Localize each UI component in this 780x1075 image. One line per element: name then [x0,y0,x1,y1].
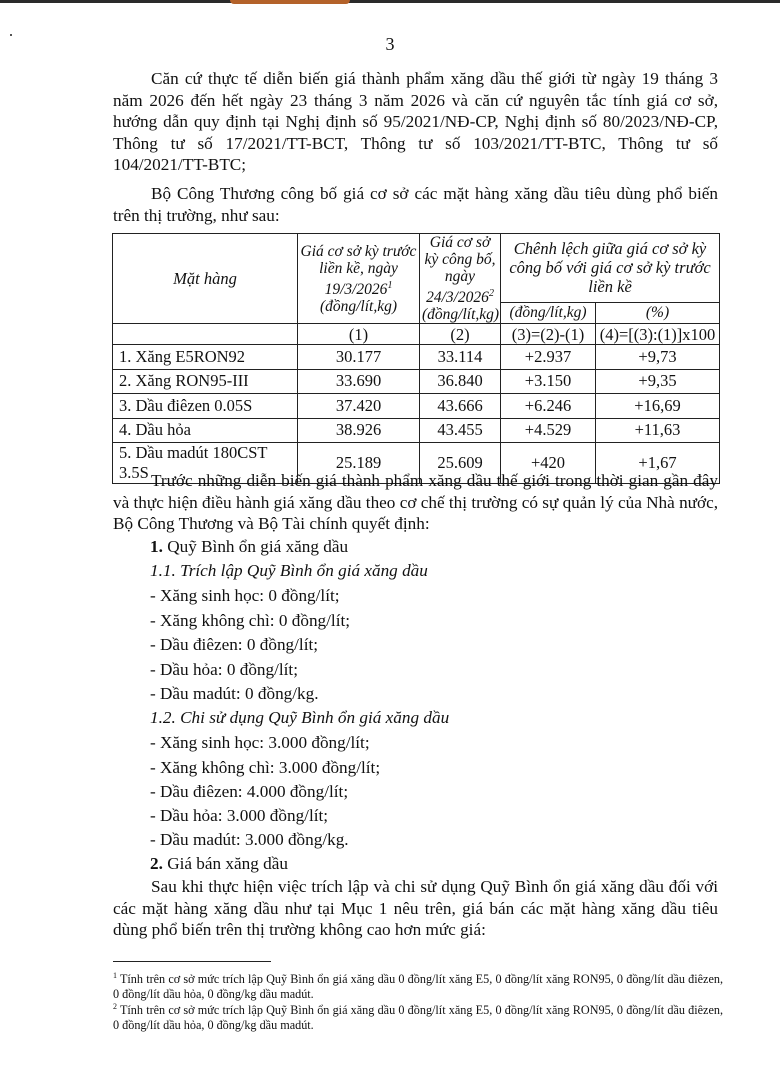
list-item: - Xăng không chì: 0 đồng/lít; [150,611,351,630]
footnote-2: $^2$ Tính trên cơ sở mức trích lập Quỹ Bình ổn giá xăng dầu 0 đồng/lít xăng E5, 0 đồng/lít xăng RON95, 0 đồng/lít dầu điêzen, 0 đồng/lít dầu hỏa, 0 đồng/kg dầu madút. [113,1002,723,1032]
table-row [113,345,720,370]
cell-pct: +9,35 [596,369,720,394]
header-prev-price: Giá cơ sở kỳ trước liền kề, ngày 19/3/2026$^1$ (đồng/lít,kg) [298,234,420,324]
list-item: - Dầu madút: 0 đồng/kg. [150,684,319,703]
header-item: Mặt hàng [113,234,298,324]
formula-cell: (2) [420,324,501,345]
cell-diff: +420 [501,443,596,484]
cell-item: 2. Xăng RON95-III [113,369,298,394]
list-item: - Dầu madút: 3.000 đồng/kg. [150,830,349,849]
cell-pct: +11,63 [596,418,720,443]
cell-diff: +6.246 [501,394,596,419]
table-header-row [113,234,720,303]
cell-item: 4. Dầu hỏa [113,418,298,443]
formula-cell: (3)=(2)-(1) [501,324,596,345]
cell-diff: +4.529 [501,418,596,443]
cell-pct: +16,69 [596,394,720,419]
cell-prev: 38.926 [298,418,420,443]
cell-item: 1. Xăng E5RON92 [113,345,298,370]
cell-pct: +9,73 [596,345,720,370]
cell-item: 3. Dầu điêzen 0.05S [113,394,298,419]
list-item: - Dầu điêzen: 0 đồng/lít; [150,635,319,654]
list-item: - Xăng không chì: 3.000 đồng/lít; [150,758,381,777]
intro-paragraph-2: Bộ Công Thương công bố giá cơ sở các mặt hàng xăng dầu tiêu dùng phổ biến trên thị trường, như sau: [113,184,718,225]
cell-prev: 33.690 [298,369,420,394]
cell-prev: 25.189 [298,443,420,484]
cell-new: 36.840 [420,369,501,394]
intro-paragraph-1: Căn cứ thực tế diễn biến giá thành phẩm xăng dầu thế giới từ ngày 19 tháng 3 năm 2026 đến hết ngày 23 tháng 3 năm 2026 và căn cứ nguyên tắc tính giá cơ sở, hướng dẫn quy định tại Nghị định số 95/2021/NĐ-CP, Nghị định số 80/2023/NĐ-CP, Thông tư số 17/2021/TT-BCT, Thông tư số 103/2021/TT-BTC, Thông tư số 104/2021/TT-BTC; [113,69,718,174]
header-diff-group: Chênh lệch giữa giá cơ sở kỳ công bố với giá cơ sở kỳ trước liền kề [501,234,720,303]
cell-new: 43.666 [420,394,501,419]
table-row [113,418,720,443]
scan-top-edge [0,0,780,3]
formula-cell: (4)=[(3):(1)]x100 [596,324,720,345]
subsection-1-2-heading: 1.2. Chi sử dụng Quỹ Bình ổn giá xăng dầu [150,708,450,727]
list-item: - Dầu hỏa: 0 đồng/lít; [150,660,298,679]
formula-row [113,324,720,345]
base-price-table [112,233,720,484]
decision-paragraph: Trước những diễn biến giá thành phẩm xăng dầu thế giới trong thời gian gần đây và thực hiện điều hành giá xăng dầu theo cơ chế thị trường có sự quản lý của Nhà nước, Bộ Công Thương và Bộ Tài chính quyết định: [113,471,718,533]
cell-new: 43.455 [420,418,501,443]
header-diff-pct: (%) [596,302,720,324]
cell-item: 5. Dầu madút 180CST 3.5S [113,443,298,484]
footnote-divider [113,961,271,962]
header-new-price: Giá cơ sở kỳ công bố, ngày 24/3/2026$^2$ (đồng/lít,kg) [420,234,501,324]
cell-new: 25.609 [420,443,501,484]
table-row [113,394,720,419]
cell-pct: +1,67 [596,443,720,484]
list-item: - Xăng sinh học: 0 đồng/lít; [150,586,340,605]
list-item: - Xăng sinh học: 3.000 đồng/lít; [150,733,370,752]
formula-cell: (1) [298,324,420,345]
cell-prev: 30.177 [298,345,420,370]
section-1-heading: 1. Quỹ Bình ổn giá xăng dầu [150,537,349,556]
section-2-heading: 2. Giá bán xăng dầu [150,854,288,873]
list-item: - Dầu hỏa: 3.000 đồng/lít; [150,806,329,825]
formula-cell-empty [113,324,298,345]
scan-top-edge-accent [230,0,350,4]
cell-diff: +2.937 [501,345,596,370]
cell-new: 33.114 [420,345,501,370]
list-item: - Dầu điêzen: 4.000 đồng/lít; [150,782,349,801]
cell-diff: +3.150 [501,369,596,394]
header-diff-abs: (đồng/lít,kg) [501,302,596,324]
subsection-1-1-heading: 1.1. Trích lập Quỹ Bình ổn giá xăng dầu [150,561,428,580]
footnote-1: $^1$ Tính trên cơ sở mức trích lập Quỹ Bình ổn giá xăng dầu 0 đồng/lít xăng E5, 0 đồng/lít xăng RON95, 0 đồng/lít dầu điêzen, 0 đồng/lít dầu hỏa, 0 đồng/kg dầu madút. [113,971,723,1001]
page-number: 3 [385,34,395,54]
cell-prev: 37.420 [298,394,420,419]
table-row [113,369,720,394]
section-2-paragraph: Sau khi thực hiện việc trích lập và chi sử dụng Quỹ Bình ổn giá xăng dầu đối với các mặt hàng xăng dầu như tại Mục 1 nêu trên, giá bán các mặt hàng xăng dầu tiêu dùng phổ biến trên thị trường không cao hơn mức giá: [113,877,718,939]
